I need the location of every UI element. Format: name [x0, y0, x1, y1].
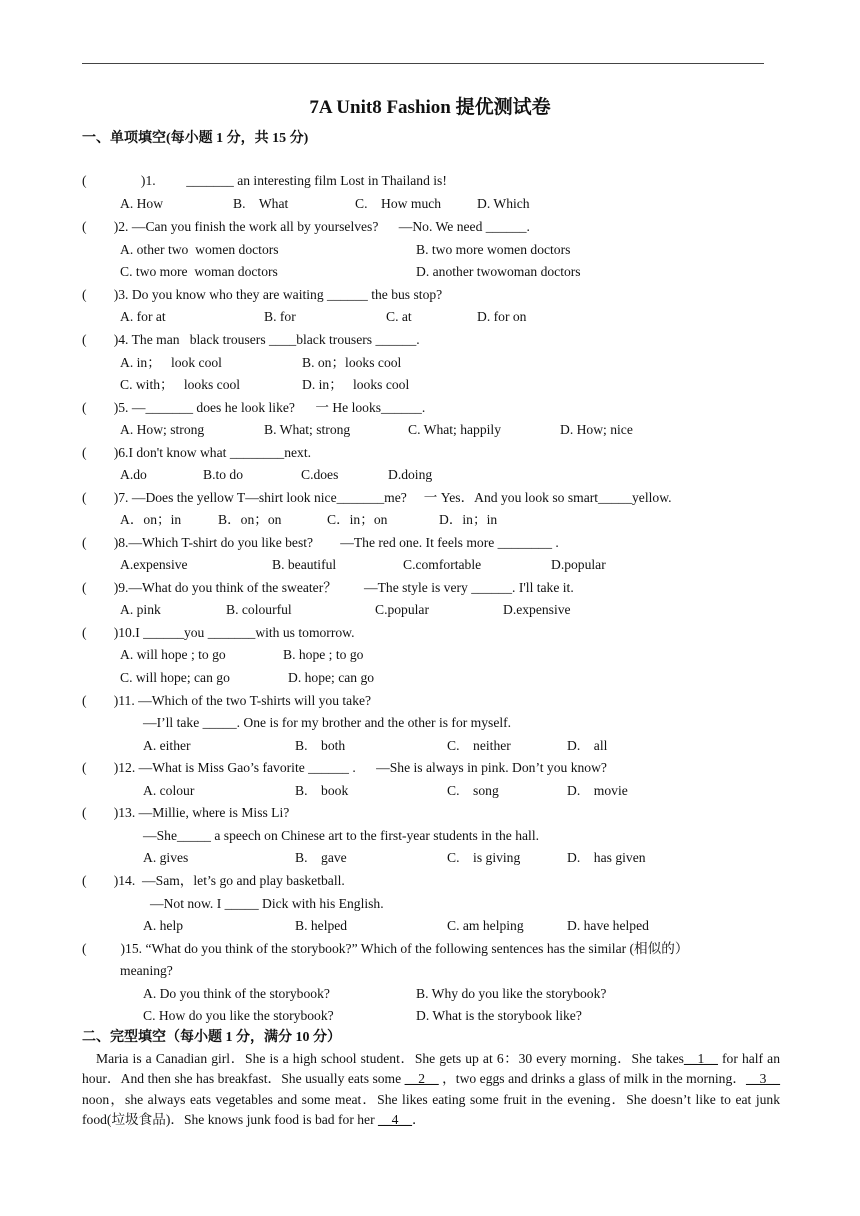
answer-paren[interactable]: ( ): [82, 760, 119, 775]
option-d: D．in；in: [439, 512, 498, 527]
question-4: [82, 331, 420, 349]
answer-paren[interactable]: ( ): [82, 535, 119, 550]
option-d: D. movie: [567, 783, 628, 798]
question-stem: 8.—Which T-shirt do you like best? —The red one. It feels more ________ .: [118, 535, 559, 550]
question-line-2: —She_____ a speech on Chinese art to the first-year students in the hall.: [143, 828, 540, 843]
option-d: D.popular: [551, 557, 606, 572]
option-b: B.to do: [203, 467, 244, 482]
option-c: C. am helping: [447, 918, 524, 933]
question-2: [82, 218, 530, 236]
option-c: C. with； looks cool: [120, 377, 241, 392]
answer-paren[interactable]: ( ): [82, 332, 119, 347]
question-stem: 14. —Sam，let’s go and play basketball.: [118, 873, 345, 888]
question-9: [82, 579, 574, 597]
passage-text: noon，she always eats vegetables and some meat．She likes eating some fruit in the evening．She doesn’t like to eat junk food(垃圾食品)．She knows junk food is bad for her: [82, 1091, 780, 1127]
question-line-2: —Not now. I _____ Dick with his English.: [150, 896, 384, 911]
option-c: C.popular: [375, 602, 429, 617]
answer-paren[interactable]: ( ): [82, 400, 119, 415]
option-a: A. in； look cool: [120, 355, 222, 370]
option-a: A. help: [143, 918, 184, 933]
option-a: A. either: [143, 738, 191, 753]
question-stem: 13. —Millie, where is Miss Li?: [118, 805, 290, 820]
option-c: C. two more woman doctors: [120, 264, 278, 279]
question-stem: 3. Do you know who they are waiting ______ the bus stop?: [118, 287, 443, 302]
option-b: B．on；on: [218, 512, 282, 527]
question-stem: 1. _______ an interesting film Lost in Thailand is!: [145, 173, 447, 188]
answer-paren[interactable]: ( ): [82, 219, 119, 234]
option-a: A．on；in: [120, 512, 182, 527]
option-a: A. for at: [120, 309, 166, 324]
option-a: A. gives: [143, 850, 189, 865]
option-b: B. two more women doctors: [416, 242, 571, 257]
blank-1[interactable]: __1__: [683, 1051, 718, 1066]
option-c: C.does: [301, 467, 339, 482]
option-b: B. What: [233, 196, 289, 211]
answer-paren[interactable]: ( ): [82, 625, 119, 640]
section-2-heading: 二、完型填空（每小题 1 分，满分 10 分）: [82, 1030, 341, 1045]
option-c: C. is giving: [447, 850, 521, 865]
option-a: A. pink: [120, 602, 161, 617]
answer-paren[interactable]: ( ): [82, 287, 119, 302]
question-stem: 4. The man black trousers ____black trousers ______.: [118, 332, 420, 347]
answer-paren[interactable]: ( ): [82, 873, 119, 888]
option-b: B. for: [264, 309, 296, 324]
option-d: D. has given: [567, 850, 646, 865]
option-a: A. colour: [143, 783, 195, 798]
question-12: [82, 759, 607, 777]
answer-paren[interactable]: ( ): [82, 580, 119, 595]
header-rule: [82, 63, 764, 64]
question-stem: 11. —Which of the two T-shirts will you take?: [118, 693, 372, 708]
answer-paren[interactable]: ( ): [82, 941, 126, 956]
question-stem: 6.I don't know what ________next.: [118, 445, 311, 460]
question-13: [82, 804, 289, 822]
question-stem: 7. —Does the yellow T—shirt look nice_______me? 一 Yes．And you look so smart_____yellow.: [118, 490, 672, 505]
option-c: C. will hope; can go: [120, 670, 230, 685]
option-a: A.expensive: [120, 557, 188, 572]
question-14: [82, 872, 345, 890]
option-c: C. How much: [355, 196, 442, 211]
option-b: B. What; strong: [264, 422, 351, 437]
option-a: A. Do you think of the storybook?: [143, 986, 330, 1001]
option-c: C. song: [447, 783, 499, 798]
question-5: [82, 399, 425, 417]
option-b: B. colourful: [226, 602, 292, 617]
option-a: A. other two women doctors: [120, 242, 279, 257]
blank-4[interactable]: __4__: [378, 1111, 412, 1127]
option-a: A. How: [120, 196, 164, 211]
option-b: B. both: [295, 738, 346, 753]
option-d: D. Which: [477, 196, 530, 211]
question-8: [82, 534, 559, 552]
blank-3[interactable]: __3__: [746, 1071, 780, 1087]
question-7: [82, 489, 672, 507]
option-b: B. book: [295, 783, 349, 798]
option-b: B. Why do you like the storybook?: [416, 986, 607, 1001]
answer-paren[interactable]: ( ): [82, 693, 119, 708]
option-c: C.comfortable: [403, 557, 482, 572]
question-stem: 12. —What is Miss Gao’s favorite ______ . —She is always in pink. Don’t you know?: [118, 760, 607, 775]
option-c: C. How do you like the storybook?: [143, 1008, 334, 1023]
answer-paren[interactable]: ( ): [82, 445, 119, 460]
question-stem: 10.I ______you _______with us tomorrow.: [118, 625, 355, 640]
option-c: C. What; happily: [408, 422, 502, 437]
question-stem: 2. —Can you finish the work all by yourselves? —No. We need ______.: [118, 219, 530, 234]
option-d: D. all: [567, 738, 608, 753]
option-a: A. will hope ; to go: [120, 647, 226, 662]
section-1-heading: 一、单项填空(每小题 1 分，共 15 分): [82, 131, 309, 146]
question-6: [82, 444, 311, 462]
question-10: [82, 624, 355, 642]
passage-text: for half an hour．And then she has breakfast．She usually eats some: [82, 1051, 780, 1087]
page-title: 7A Unit8 Fashion 提优测试卷: [309, 97, 551, 118]
cloze-passage: [82, 1049, 780, 1130]
option-d: D. How; nice: [560, 422, 633, 437]
option-c: C．in；on: [327, 512, 388, 527]
question-line-2: meaning?: [120, 963, 173, 978]
option-b: B. hope ; to go: [283, 647, 364, 662]
passage-text: ，two eggs and drinks a glass of milk in the morning．: [438, 1071, 747, 1087]
option-d: D. in； looks cool: [302, 377, 410, 392]
option-d: D. hope; can go: [288, 670, 375, 685]
option-d: D.doing: [388, 467, 433, 482]
option-d: D.expensive: [503, 602, 571, 617]
answer-paren[interactable]: ( ): [82, 805, 119, 820]
option-b: B. beautiful: [272, 557, 337, 572]
question-15: [82, 940, 688, 958]
option-b: B. gave: [295, 850, 347, 865]
question-stem: 15. “What do you think of the storybook?” Which of the following sentences has the similar (相似的）: [125, 941, 689, 956]
option-c: C. at: [386, 309, 412, 324]
question-3: [82, 286, 442, 304]
option-d: D. for on: [477, 309, 527, 324]
answer-paren[interactable]: ( ): [82, 490, 119, 505]
question-stem: 5. —_______ does he look like? 一 He looks______.: [118, 400, 426, 415]
option-d: D. another twowoman doctors: [416, 264, 581, 279]
option-d: D. have helped: [567, 918, 649, 933]
question-stem: 9.—What do you think of the sweater？ —The style is very ______. I'll take it.: [118, 580, 574, 595]
answer-paren[interactable]: ( ): [82, 173, 146, 188]
option-a: A.do: [120, 467, 147, 482]
passage-text: ．: [412, 1111, 426, 1127]
option-a: A. How; strong: [120, 422, 205, 437]
question-line-2: —I’ll take _____. One is for my brother and the other is for myself.: [143, 715, 512, 730]
blank-2[interactable]: __2__: [404, 1071, 439, 1087]
option-d: D. What is the storybook like?: [416, 1008, 582, 1023]
question-11: [82, 692, 371, 710]
question-1: [82, 172, 447, 190]
option-c: C. neither: [447, 738, 511, 753]
passage-text: Maria is a Canadian girl．She is a high school student．She gets up at 6：30 every morning．She takes: [96, 1051, 684, 1066]
option-b: B. helped: [295, 918, 348, 933]
option-b: B. on；looks cool: [302, 355, 402, 370]
